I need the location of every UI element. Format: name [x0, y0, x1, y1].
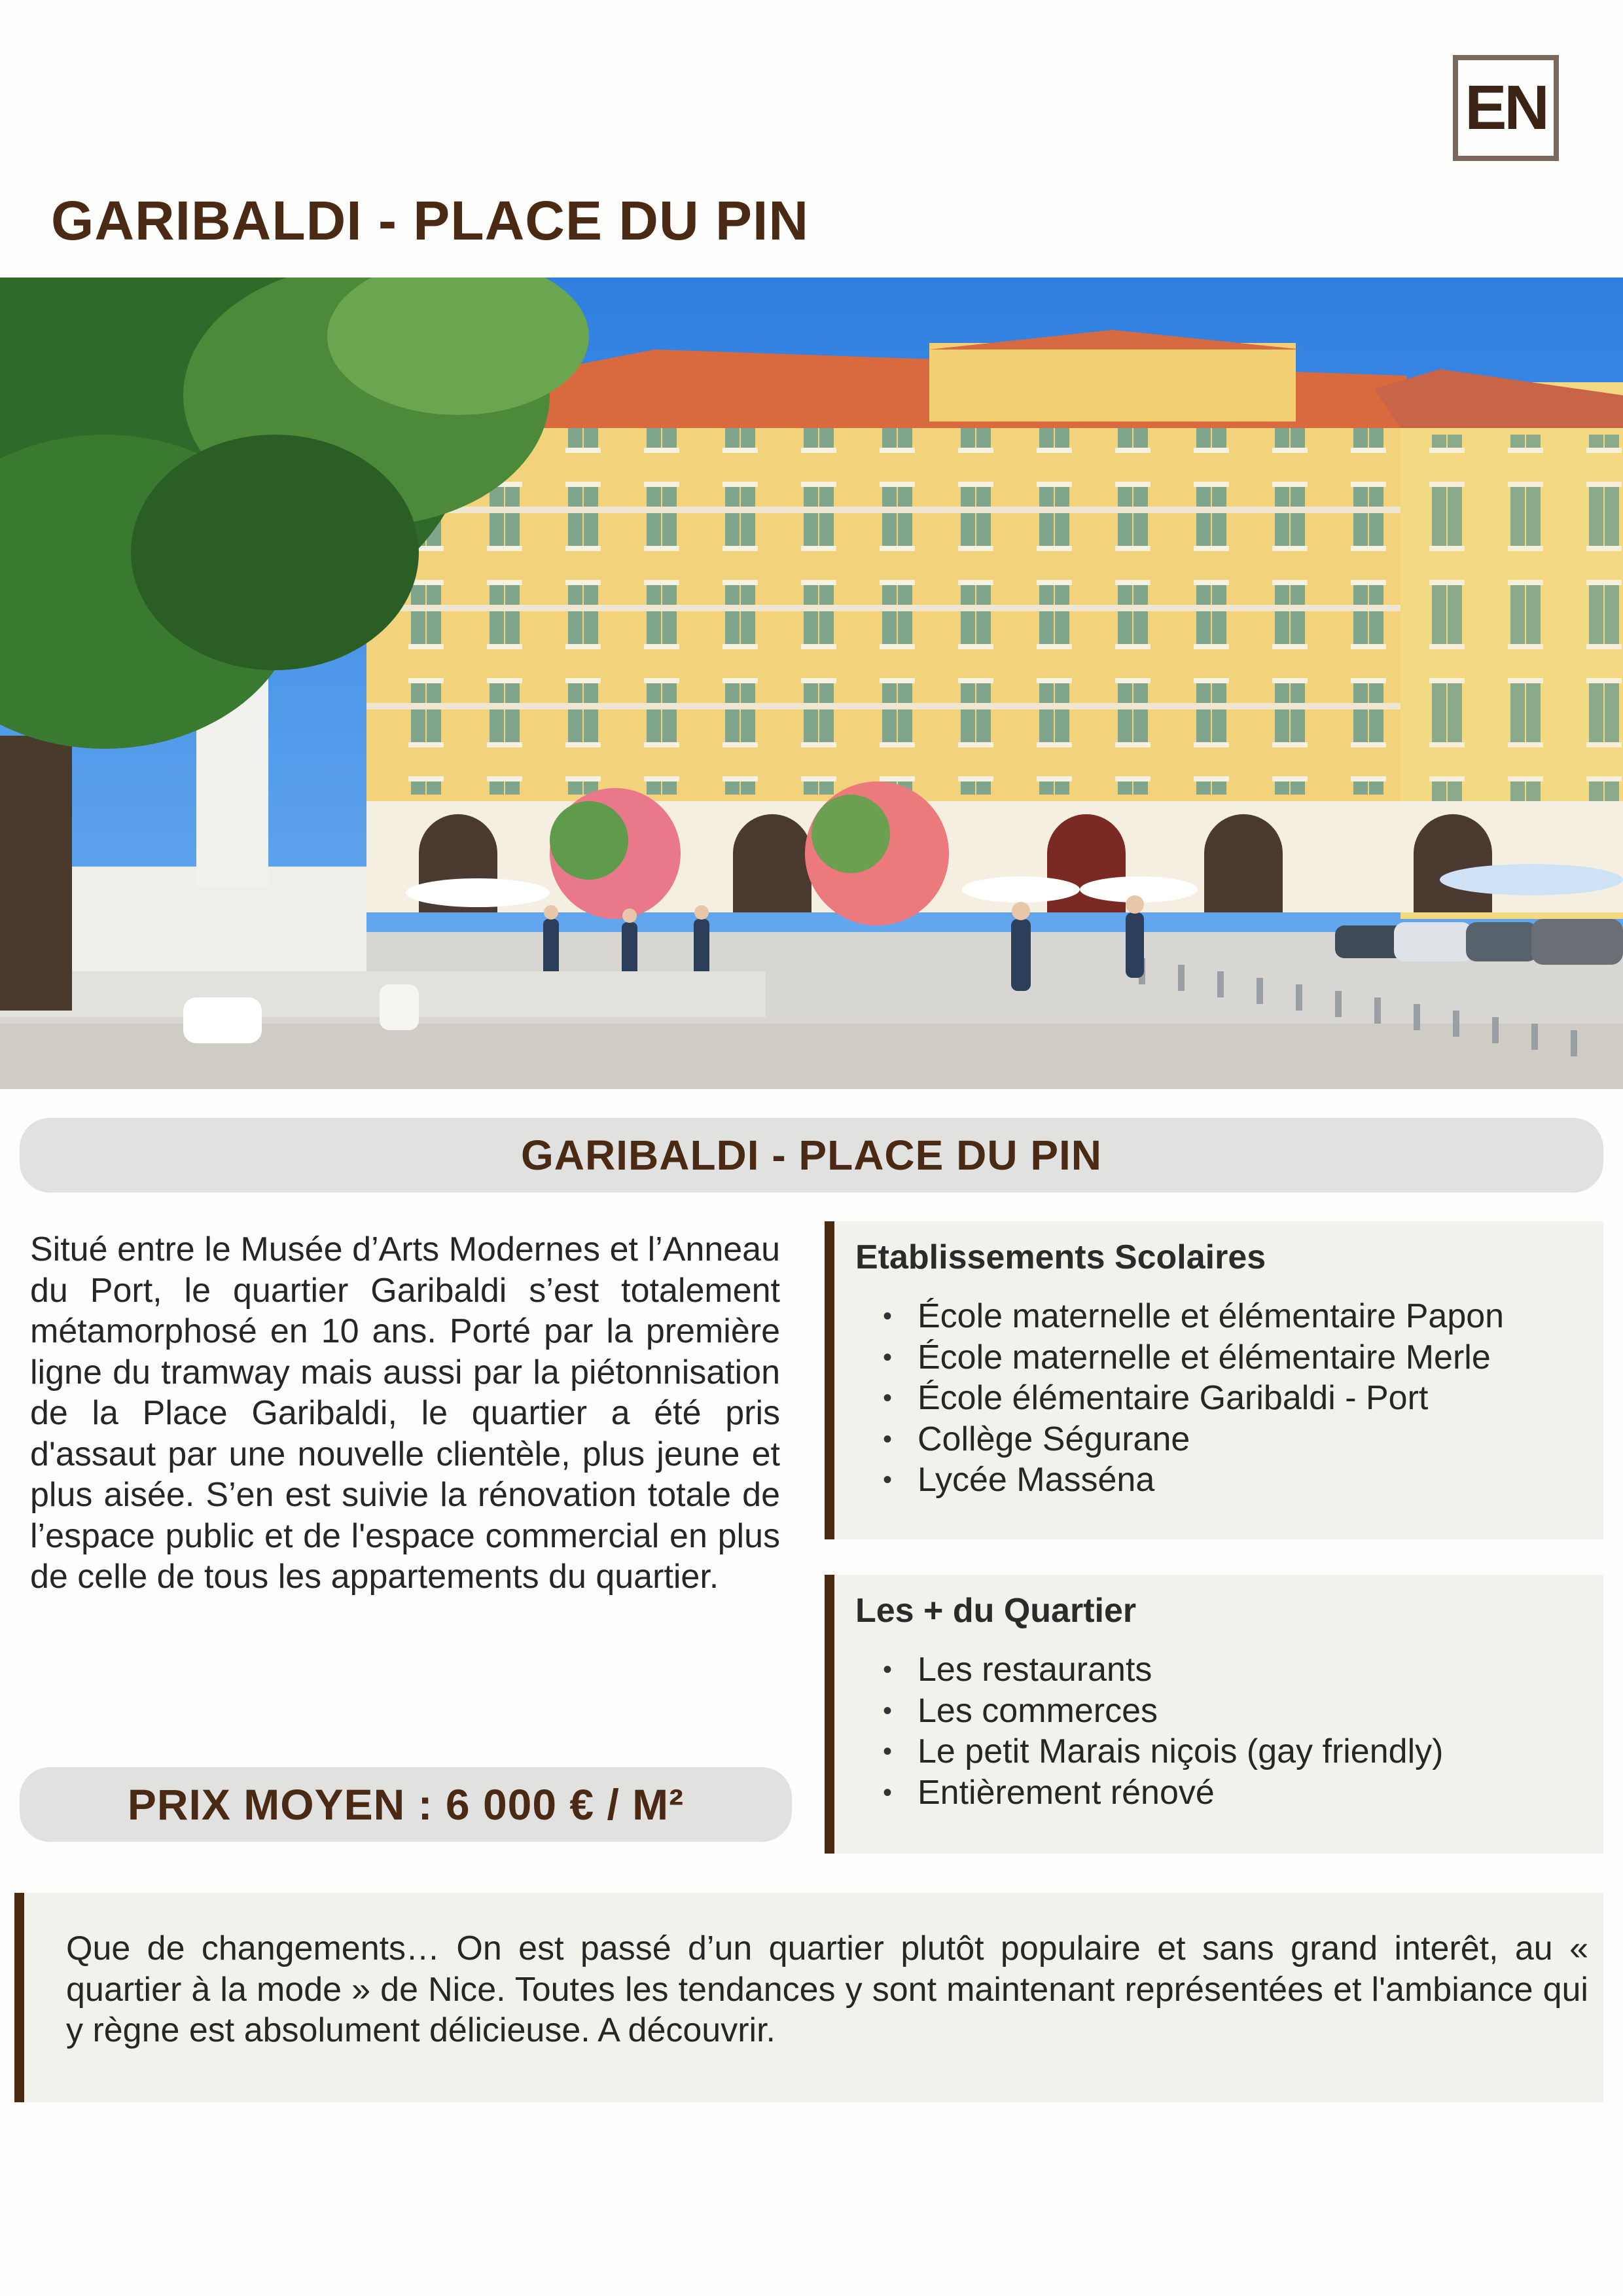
highlights-list: [855, 1649, 1443, 1813]
highlights-title: Les + du Quartier: [855, 1592, 1137, 1630]
brand-logo: [1453, 55, 1559, 161]
list-item: • Le petit Marais niçois (gay friendly): [855, 1731, 1443, 1772]
schools-title: Etablissements Scolaires: [855, 1238, 1266, 1276]
neighborhood-description: Situé entre le Musée d’Arts Modernes et l’Anneau du Port, le quartier Garibaldi s’est totalement métamorphosé en 10 ans. Porté par la première ligne du tramway mais aussi par la piétonnisation de la Place Garibaldi, le quartier a été pris d'assaut par une nouvelle clientèle, plus jeune et plus aisée. S’en est suivie la rénovation totale de l’espace public et de l'espace commercial en plus de celle de tous les appartements du quartier.: [30, 1230, 780, 1596]
highlights-panel: [825, 1575, 1603, 1854]
list-item: • Les commerces: [855, 1691, 1443, 1732]
place-garibaldi-illustration: [0, 278, 1623, 1089]
list-item: • Collège Ségurane: [855, 1419, 1504, 1460]
list-item: • École maternelle et élémentaire Merle: [855, 1337, 1504, 1378]
list-item: • École élémentaire Garibaldi - Port: [855, 1378, 1504, 1419]
section-title: GARIBALDI - PLACE DU PIN: [20, 1118, 1603, 1193]
list-item: • Les restaurants: [855, 1649, 1443, 1691]
list-item: • Lycée Masséna: [855, 1460, 1504, 1501]
conclusion-panel: [14, 1893, 1603, 2102]
list-item: • École maternelle et élémentaire Papon: [855, 1296, 1504, 1337]
brand-logo-text: EN: [1465, 73, 1547, 143]
neighborhood-photo: [0, 278, 1623, 1089]
conclusion-text: Que de changements… On est passé d’un quartier plutôt populaire et sans grand interêt, au « quartier à la mode » de Nice. Toutes les tendances y sont maintenant représentées et l'ambiance qui y règne est absolument délicieuse. A découvrir.: [66, 1929, 1588, 2049]
page-title: GARIBALDI - PLACE DU PIN: [51, 190, 809, 251]
average-price-badge: PRIX MOYEN : 6 000 € / M²: [20, 1767, 792, 1842]
schools-panel: [825, 1221, 1603, 1539]
schools-list: [855, 1296, 1504, 1501]
list-item: • Entièrement rénové: [855, 1772, 1443, 1814]
